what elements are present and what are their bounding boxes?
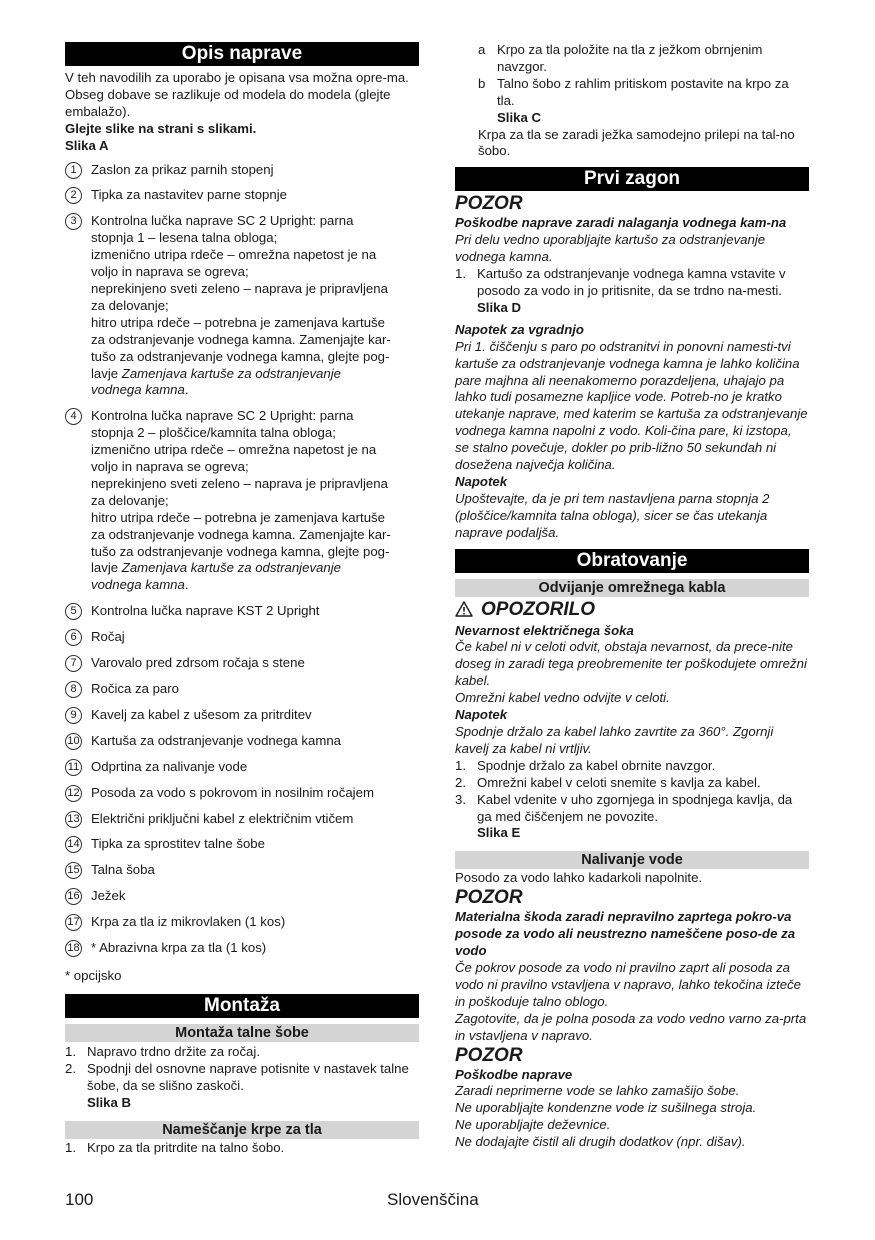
legend-number: 5 [65, 603, 82, 620]
legend-item: 13 Električni priključni kabel z električnim vtičem [65, 811, 419, 828]
legend-list [65, 162, 419, 957]
see-images-note: Glejte slike na strani s slikami. [65, 120, 257, 136]
list-item: 2. Omrežni kabel v celoti snemite s kavlja za kabel. [455, 774, 761, 790]
figure-e-ref: Slika E [477, 825, 521, 841]
caution-heading: POZOR [455, 887, 523, 909]
legend-number: 9 [65, 707, 82, 724]
legend-number: 16 [65, 888, 82, 905]
legend-item: 16 Ježek [65, 888, 419, 905]
legend-number: 15 [65, 862, 82, 879]
legend-item: 14 Tipka za sprostitev talne šobe [65, 836, 419, 853]
legend-item: 6 Ročaj [65, 629, 419, 646]
caution-text: Zagotovite, da je polna posoda za vodo vedno varno za-prta in vstavljena v napravo. [455, 1010, 807, 1043]
subsection-title-odvijanje: Odvijanje omrežnega kabla [455, 579, 809, 597]
list-item: 1. Spodnje držalo za kabel obrnite navzgor. [455, 757, 716, 773]
warning-text: Če kabel ni v celoti odvit, obstaja nevarnost, da prece-nite doseg in zaradi tega preobremenite ter poškodujete omrežni kabel. [455, 639, 807, 689]
list-item: 1. Kartušo za odstranjevanje vodnega kamna vstavite v posodo za vodo in jo pritisnite, da se trdno na-mesti. [455, 266, 786, 298]
legend-item: 5 Kontrolna lučka naprave KST 2 Upright [65, 603, 419, 620]
section-title-obratovanje: Obratovanje [455, 549, 809, 573]
legend-item: 17 Krpa za tla iz mikrovlaken (1 kos) [65, 914, 419, 931]
footer-language: Slovenščina [387, 1190, 479, 1209]
warning-text: Omrežni kabel vedno odvijte v celoti. [455, 690, 670, 706]
note-text: Upoštevajte, da je pri tem nastavljena parna stopnja 2 (ploščice/kamnita talna obloga), sicer se čas utekanja naprave podaljša. [455, 490, 770, 540]
legend-number: 7 [65, 655, 82, 672]
legend-number: 10 [65, 733, 82, 750]
legend-number: 11 [65, 759, 82, 776]
note-text: Spodnje držalo za kabel lahko zavrtite za 360°. Zgornji kavelj za kabel ni vrtljiv. [455, 724, 774, 756]
note-heading: Napotek za vgradnjo [455, 321, 584, 337]
list-item: 2. Spodnji del osnovne naprave potisnite v nastavek talne šobe, da se slišno zaskoči. [65, 1060, 409, 1093]
krpa-note: Krpa za tla se zaradi ježka samodejno prilepi na tal-no šobo. [478, 126, 795, 159]
legend-item: 1 Zaslon za prikaz parnih stopenj [65, 162, 419, 179]
legend-item: 15 Talna šoba [65, 862, 419, 879]
kabel-steps [455, 758, 809, 826]
legend-number: 17 [65, 914, 82, 931]
legend-item: 8 Ročica za paro [65, 681, 419, 698]
list-item: b Talno šobo z rahlim pritiskom postavite na krpo za tla. [478, 75, 789, 108]
legend-number: 2 [65, 187, 82, 204]
intro-text: V teh navodilih za uporabo je opisana vsa možna opre-ma. Obseg dobave se razlikuje od modela do modela (glejte embalažo). [65, 70, 409, 119]
caution-heading: POZOR [455, 1044, 523, 1066]
caution-text: Če pokrov posode za vodo ni pravilno zaprt ali posoda za vodo ni pravilno vstavljena v napravo, lahko tekočina izteče in poškoduje talno oblogo. [455, 959, 802, 1009]
legend-item: 10 Kartuša za odstranjevanje vodnega kamna [65, 733, 419, 750]
warning-heading: OPOZORILO [455, 599, 809, 623]
note-heading: Napotek [455, 473, 508, 489]
page-number: 100 [65, 1190, 94, 1209]
warning-title: Nevarnost električnega šoka [455, 622, 634, 638]
legend-number: 18 [65, 940, 82, 957]
caution-heading: POZOR [455, 193, 523, 215]
subsection-title-montaza-sobe: Montaža talne šobe [65, 1024, 419, 1042]
caution-text: Ne dodajajte čistil ali drugih dodatkov (npr. dišav). [455, 1134, 746, 1150]
legend-item: 2 Tipka za nastavitev parne stopnje [65, 187, 419, 204]
legend-item: 9 Kavelj za kabel z ušesom za pritrditev [65, 707, 419, 724]
list-item: a Krpo za tla položite na tla z ježkom obrnjenim navzgor. [478, 42, 763, 74]
warning-triangle-icon [455, 601, 473, 623]
right-column [455, 42, 809, 1151]
legend-number: 8 [65, 681, 82, 698]
legend-item: 12 Posoda za vodo s pokrovom in nosilnim ročajem [65, 785, 419, 802]
caution-title: Poškodbe naprave [455, 1066, 573, 1082]
section-title-montaza: Montaža [65, 994, 419, 1018]
legend-item: 3 Kontrolna lučka naprave SC 2 Upright: parna stopnja 1 – lesena talna obloga; izmenično utripa rdeče – omrežna napetost je na voljo in naprava se ogreva; neprekinjeno sveti zeleno – naprava je pripravljena za delovanje; hitro utripa rdeče – potrebna je zamenjava kartuše za odstranjevanje vodnega kamna. Zamenjajte kar- tušo za odstranjevanje vodnega kamna, glejte pog- lavje Zamenjava kartuše za odstranjevanje vodnega kamna. [65, 213, 419, 399]
figure-d-ref: Slika D [477, 299, 521, 315]
subsection-title-krpa: Nameščanje krpe za tla [65, 1121, 419, 1139]
legend-number: 3 [65, 213, 82, 230]
left-column [65, 42, 419, 1156]
legend-number: 6 [65, 629, 82, 646]
optional-note: * opcijsko [65, 967, 122, 983]
section-title-prvi-zagon: Prvi zagon [455, 167, 809, 191]
nalivanje-text: Posodo za vodo lahko kadarkoli napolnite. [455, 870, 703, 886]
legend-item: 18 * Abrazivna krpa za tla (1 kos) [65, 940, 419, 957]
subsection-title-nalivanje: Nalivanje vode [455, 851, 809, 869]
legend-number: 13 [65, 811, 82, 828]
caution-title: Materialna škoda zaradi nepravilno zaprtega pokro-va posode za vodo ali neustrezno nameščene poso-de za vodo [455, 909, 796, 959]
figure-b-ref: Slika B [87, 1094, 131, 1110]
caution-text: Ne uporabljajte kondenzne vode iz sušilnega stroja. [455, 1100, 757, 1116]
figure-c-ref: Slika C [497, 109, 541, 125]
list-item: 3. Kabel vdenite v uho zgornjega in spodnjega kavlja, da ga med čiščenjem ne povozite. [455, 791, 793, 824]
caution-title: Poškodbe naprave zaradi nalaganja vodnega kam-na [455, 215, 787, 231]
legend-item: 7 Varovalo pred zdrsom ročaja s stene [65, 655, 419, 672]
legend-number: 12 [65, 785, 82, 802]
note-heading: Napotek [455, 707, 508, 723]
section-title-opis: Opis naprave [65, 42, 419, 66]
caution-text: Zaradi neprimerne vode se lahko zamašijo šobe. [455, 1083, 740, 1099]
legend-number: 14 [65, 836, 82, 853]
list-item: 1. Krpo za tla pritrdite na talno šobo. [65, 1139, 285, 1155]
montaza-steps [65, 1044, 419, 1112]
list-item: 1. Napravo trdno držite za ročaj. [65, 1043, 260, 1059]
legend-item: 4 Kontrolna lučka naprave SC 2 Upright: parna stopnja 2 – ploščice/kamnita talna obloga; izmenično utripa rdeče – omrežna napetost je na voljo in naprava se ogreva; neprekinjeno sveti zeleno – naprava je pripravljena za delovanje; hitro utripa rdeče – potrebna je zamenjava kartuše za odstranjevanje vodnega kamna. Zamenjajte kar- tušo za odstranjevanje vodnega kamna, glejte pog- lavje Zamenjava kartuše za odstranjevanje vodnega kamna. [65, 408, 419, 594]
caution-text: Pri delu vedno uporabljajte kartušo za odstranjevanje vodnega kamna. [455, 232, 766, 265]
legend-number: 4 [65, 408, 82, 425]
figure-a-ref: Slika A [65, 137, 109, 153]
legend-number: 1 [65, 162, 82, 179]
caution-text: Ne uporabljajte deževnice. [455, 1117, 611, 1133]
legend-item: 11 Odprtina za nalivanje vode [65, 759, 419, 776]
note-text: Pri 1. čiščenju s paro po odstranitvi in ponovni namesti-tvi kartuše za odstranjevanje vodnega kamna je lahko količina pare majhna ali neenakomerno porazdeljena, uhajajo pa lahko tudi posamezne kapljice vode. Potreb-no je kratko utekanje naprave, med katerim se kartuša za odstranjevanje vodnega kamna napolni z vodo. Koli-čina pare, ki izstopa, se stalno povečuje, dokler po prib-ližno 50 sekundah ni dosežena največja količina. [455, 338, 808, 473]
